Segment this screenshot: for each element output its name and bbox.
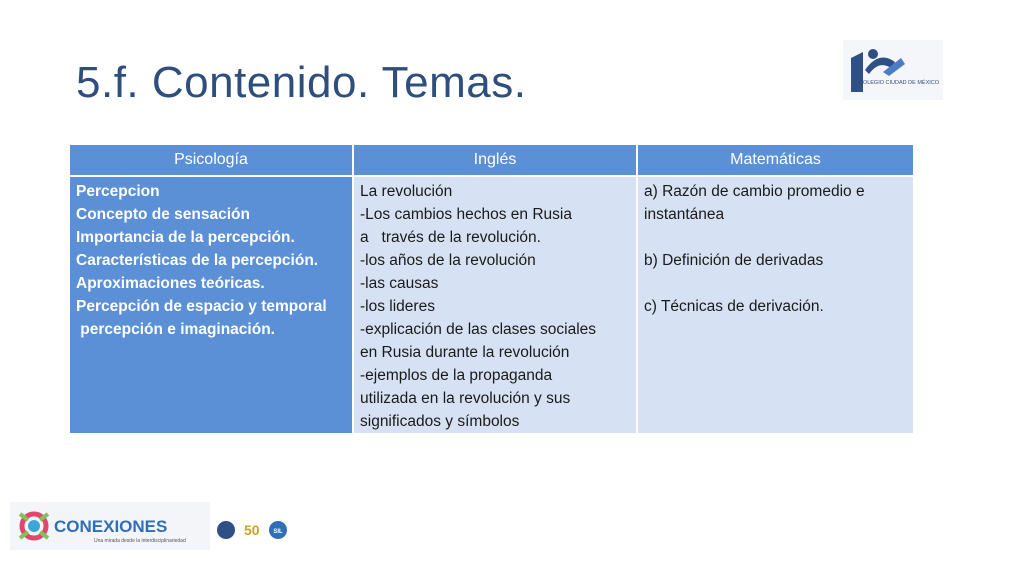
ingles-line: -ejemplos de la propaganda: [360, 367, 553, 384]
ingles-line: La revolución: [360, 183, 453, 200]
matematicas-line: a) Razón de cambio promedio e: [644, 183, 865, 200]
ingles-line: -Los cambios hechos en Rusia: [360, 206, 572, 223]
cell-ingles: [353, 176, 637, 433]
svg-text:SIL: SIL: [273, 529, 283, 535]
ingles-line: -explicación de las clases sociales: [360, 321, 597, 338]
psicologia-line: Percepción de espacio y temporal: [76, 298, 327, 315]
colegio-logo: [843, 40, 943, 100]
svg-text:COLEGIO CIUDAD DE MÉXICO: COLEGIO CIUDAD DE MÉXICO: [858, 80, 940, 86]
header-matematicas: Matemáticas: [637, 145, 913, 176]
ingles-line: en Rusia durante la revolución: [360, 344, 570, 361]
header-psicologia: Psicología: [70, 145, 353, 176]
slide-title: 5.f. Contenido. Temas.: [76, 58, 527, 107]
svg-text:50: 50: [244, 522, 260, 538]
spacer: [644, 226, 907, 249]
cell-matematicas: [637, 176, 913, 433]
svg-text:CONEXIONES: CONEXIONES: [54, 517, 168, 536]
matematicas-line: b) Definición de derivadas: [644, 252, 824, 269]
spacer: [644, 272, 907, 295]
svg-text:Una mirada desde la interdisci: Una mirada desde la interdisciplinariedad: [94, 538, 186, 544]
ingles-line: -los lideres: [360, 298, 435, 315]
header-ingles: Inglés: [353, 145, 637, 176]
matematicas-line: instantánea: [644, 206, 725, 223]
psicologia-line: Percepcion: [76, 183, 160, 200]
psicologia-line: Aproximaciones teóricas.: [76, 275, 265, 292]
psicologia-line: Importancia de la percepción.: [76, 229, 295, 246]
ingles-line: utilizada en la revolución y sus: [360, 390, 571, 407]
ingles-line: a través de la revolución.: [360, 229, 541, 246]
psicologia-line: percepción e imaginación.: [76, 321, 275, 338]
ingles-line: significados y símbolos: [360, 413, 520, 430]
content-table: [70, 145, 913, 433]
ingles-line: -las causas: [360, 275, 439, 292]
psicologia-line: Características de la percepción.: [76, 252, 319, 269]
ingles-line: -los años de la revolución: [360, 252, 536, 269]
cell-psicologia: [70, 176, 353, 433]
matematicas-line: c) Técnicas de derivación.: [644, 298, 824, 315]
psicologia-line: Concepto de sensación: [76, 206, 250, 223]
conexiones-logo: [10, 502, 290, 550]
